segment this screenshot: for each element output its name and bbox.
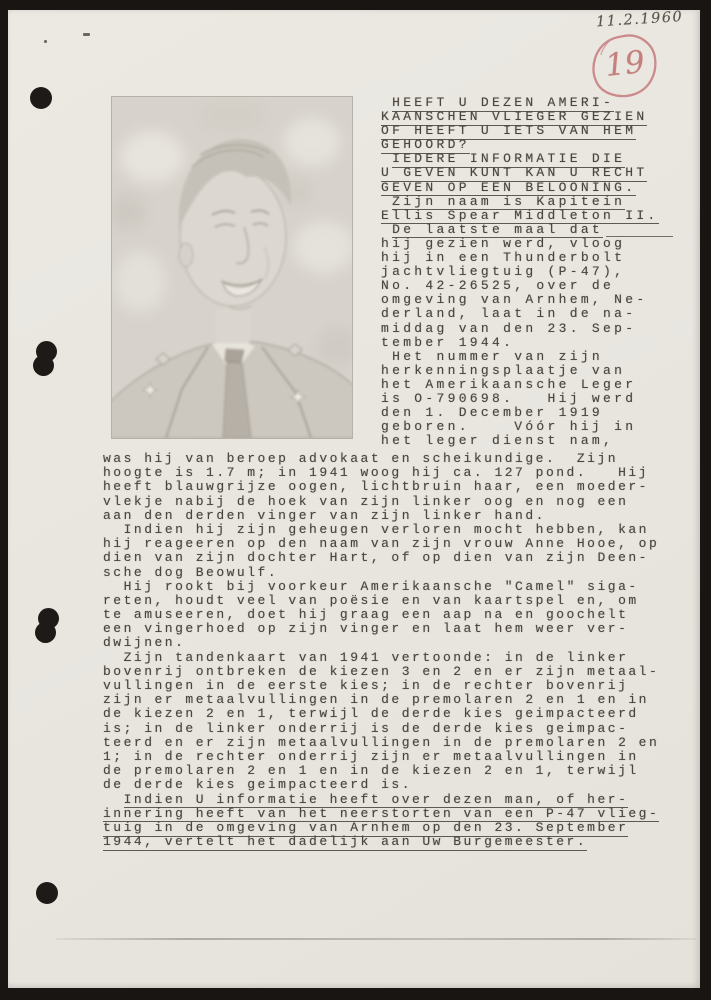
line-text: jachtvliegtuig (P-47), bbox=[381, 264, 626, 280]
text-line bbox=[381, 110, 673, 124]
text-line bbox=[381, 378, 673, 392]
line-text: U GEVEN KUNT KAN U RECHT bbox=[381, 165, 648, 181]
text-line bbox=[103, 722, 688, 736]
line-text: de kiezen 2 en 1, terwijl de derde kies geimpacteerd bbox=[103, 706, 639, 722]
line-text: Indien U informatie heeft over dezen man, of her- bbox=[123, 791, 629, 807]
text-line bbox=[103, 636, 688, 650]
line-text: dwijnen. bbox=[103, 635, 186, 651]
line-text: was hij van beroep advokaat en scheikundige. Zijn bbox=[103, 451, 619, 466]
text-line bbox=[103, 566, 688, 580]
text-line bbox=[103, 537, 688, 551]
line-text: OF HEEFT U IETS VAN HEM bbox=[381, 123, 637, 139]
document-page bbox=[8, 10, 700, 988]
punch-hole bbox=[35, 608, 59, 644]
line-text: 1944, vertelt het dadelijk aan Uw Burgemeester. bbox=[103, 834, 588, 850]
page-number-annotation bbox=[588, 31, 662, 105]
paragraph-indent bbox=[381, 96, 392, 110]
paragraph-indent bbox=[103, 523, 124, 537]
line-text: 1; in de rechter onderrij zijn er metaalvullingen in bbox=[103, 748, 639, 764]
text-line bbox=[381, 279, 673, 293]
line-text: IEDERE INFORMATIE DIE bbox=[392, 151, 626, 167]
text-line bbox=[103, 707, 688, 721]
handwritten-date-note: 11.2.1960 bbox=[595, 9, 684, 31]
text-line bbox=[381, 350, 673, 364]
line-text: GEVEN OP EEN BELOONING. bbox=[381, 179, 637, 195]
text-line bbox=[103, 551, 688, 565]
text-line bbox=[103, 495, 688, 509]
line-text: reten, houdt veel van poësie en van kaartspel en, om bbox=[103, 592, 639, 608]
text-line bbox=[103, 665, 688, 679]
line-text: heeft blauwgrijze oogen, lichtbruin haar, een moeder- bbox=[103, 479, 649, 495]
fold-crease-line bbox=[56, 938, 696, 940]
text-line bbox=[103, 580, 688, 594]
paragraph-indent bbox=[381, 350, 392, 364]
text-line bbox=[103, 778, 688, 792]
line-text: vullingen in de eerste kies; in de rechter bovenrij bbox=[103, 678, 629, 693]
line-text: hoogte is 1.7 m; in 1941 woog hij ca. 127 pond. Hij bbox=[103, 465, 649, 481]
text-line bbox=[103, 466, 688, 480]
text-line bbox=[103, 821, 688, 835]
line-text: hij in een Thunderbolt bbox=[381, 250, 626, 266]
text-line bbox=[381, 434, 673, 448]
line-text: bovenrij ontbreken de kiezen 3 en 2 en er zijn metaal- bbox=[103, 663, 660, 679]
text-line bbox=[103, 793, 688, 807]
text-line bbox=[103, 736, 688, 750]
paragraph-indent bbox=[103, 580, 124, 594]
paragraph-indent bbox=[381, 223, 392, 237]
text-line bbox=[103, 523, 688, 537]
text-line bbox=[103, 594, 688, 608]
line-text: KAANSCHEN VLIEGER GEZIEN bbox=[381, 109, 648, 125]
line-text: derland, laat in de na- bbox=[381, 306, 637, 322]
line-text: No. 42-26525, over de bbox=[381, 278, 615, 294]
text-line bbox=[381, 166, 673, 180]
text-line bbox=[103, 693, 688, 707]
line-text: is; in de linker onderrij is de derde kies geimpac- bbox=[103, 720, 629, 736]
punch-hole bbox=[36, 882, 58, 904]
text-line bbox=[103, 509, 688, 523]
paper-speck bbox=[44, 40, 47, 43]
line-text: Hij rookt bij voorkeur Amerikaansche "Camel" siga- bbox=[123, 578, 639, 594]
line-text: hij reageeren op den naam van zijn vrouw Anne Hooe, op bbox=[103, 536, 660, 552]
punch-hole bbox=[30, 87, 52, 109]
line-text: Het nummer van zijn bbox=[392, 348, 604, 364]
line-text: de derde kies geimpacteerd is. bbox=[103, 777, 413, 793]
line-text: GEHOORD? bbox=[381, 137, 470, 153]
line-text: is O-790698. Hij werd bbox=[381, 390, 637, 406]
line-text: het Amerikaansche Leger bbox=[381, 376, 637, 392]
line-text: tuig in de omgeving van Arnhem op den 23. September bbox=[103, 819, 629, 835]
line-text: Zijn tandenkaart van 1941 vertoonde: in de linker bbox=[123, 649, 629, 665]
text-line bbox=[381, 251, 673, 265]
text-line bbox=[103, 622, 688, 636]
line-text: een vingerhoed op zijn vinger en laat hem weer ver- bbox=[103, 621, 629, 637]
line-text: middag van den 23. Sep- bbox=[381, 320, 637, 336]
line-text: Indien hij zijn geheugen verloren mocht hebben, kan bbox=[123, 521, 649, 537]
line-text: te amuseeren, doet hij graag een aap na en goochelt bbox=[103, 607, 629, 623]
text-line bbox=[381, 364, 673, 378]
text-line bbox=[381, 293, 673, 307]
text-line bbox=[103, 480, 688, 494]
line-text: herkenningsplaatje van bbox=[381, 362, 626, 378]
page-number: 19 bbox=[603, 44, 647, 84]
body-text-block bbox=[103, 452, 688, 849]
line-text: innering heeft van het neerstorten van een P-47 vlieg- bbox=[103, 805, 660, 821]
line-text: HEEFT U DEZEN AMERI- bbox=[392, 95, 615, 110]
portrait-photo bbox=[112, 97, 352, 438]
text-line bbox=[381, 209, 673, 223]
line-text: De laatste maal dat bbox=[392, 221, 604, 237]
line-text: omgeving van Arnhem, Ne- bbox=[381, 292, 648, 308]
text-line bbox=[103, 651, 688, 665]
text-line bbox=[103, 679, 688, 693]
text-line bbox=[381, 392, 673, 406]
text-line bbox=[381, 237, 673, 251]
text-line bbox=[103, 750, 688, 764]
line-text: het leger dienst nam, bbox=[381, 433, 615, 449]
text-line bbox=[381, 124, 673, 138]
line-text: den 1. December 1919 bbox=[381, 405, 604, 421]
paper-speck bbox=[83, 33, 90, 36]
line-text: aan den derden vinger van zijn linker hand. bbox=[103, 507, 546, 523]
paragraph-indent bbox=[381, 152, 392, 166]
text-line bbox=[381, 406, 673, 420]
paragraph-indent bbox=[103, 651, 124, 665]
line-text: teerd en er zijn metaalvullingen in de premolaren 2 en bbox=[103, 734, 660, 750]
line-text: Ellis Spear Middleton II. bbox=[381, 207, 659, 223]
line-text: tember 1944. bbox=[381, 334, 515, 350]
line-text: vlekje nabij de hoek van zijn linker oog en nog een bbox=[103, 493, 629, 509]
line-text: de premolaren 2 en 1 en in de kiezen 2 en 1, terwijl bbox=[103, 763, 639, 779]
line-text: zijn er metaalvullingen in de premolaren 2 en 1 en in bbox=[103, 692, 649, 708]
paragraph-indent bbox=[103, 793, 124, 807]
line-text: Zijn naam is Kapitein bbox=[392, 193, 626, 209]
text-line bbox=[381, 152, 673, 166]
text-line bbox=[381, 181, 673, 195]
text-line bbox=[103, 608, 688, 622]
line-text: geboren. Vóór hij in bbox=[381, 419, 637, 435]
text-line bbox=[381, 336, 673, 350]
line-text: sche dog Beowulf. bbox=[103, 564, 279, 580]
text-line bbox=[103, 764, 688, 778]
text-line bbox=[381, 420, 673, 434]
text-line bbox=[381, 138, 673, 152]
text-line bbox=[381, 322, 673, 336]
line-text: dien van zijn dochter Hart, of op dien van zijn Deen- bbox=[103, 550, 649, 566]
paragraph-indent bbox=[381, 195, 392, 209]
right-text-column bbox=[381, 96, 673, 448]
punch-hole bbox=[33, 341, 57, 377]
text-line bbox=[381, 223, 673, 237]
line-text: hij gezien werd, vloog bbox=[381, 235, 626, 251]
text-line bbox=[103, 452, 688, 466]
text-line bbox=[381, 195, 673, 209]
text-line bbox=[103, 835, 688, 849]
text-line bbox=[103, 807, 688, 821]
text-line bbox=[381, 265, 673, 279]
text-line bbox=[381, 307, 673, 321]
text-line bbox=[381, 96, 673, 110]
